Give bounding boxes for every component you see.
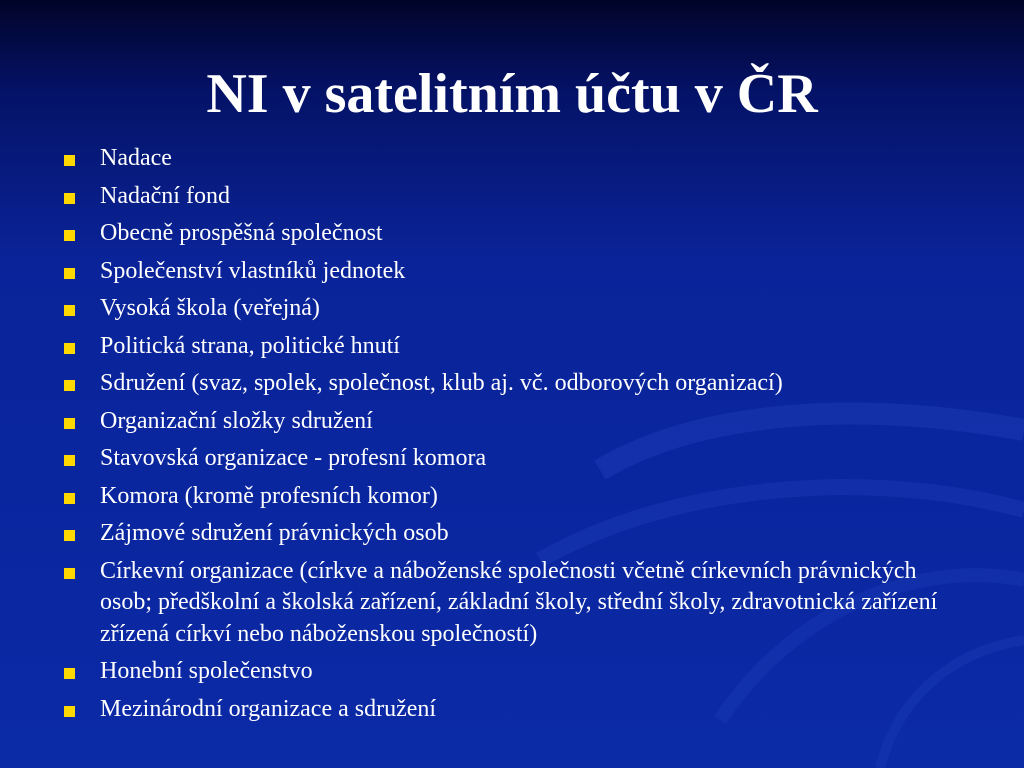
square-bullet-icon xyxy=(64,155,75,166)
list-item-text: Církevní organizace (církve a náboženské společnosti včetně církevních právnických osob; předškolní a školská zařízení, základní školy, střední školy, zdravotnická zařízení zřízená církví nebo náboženskou společností) xyxy=(100,557,938,647)
square-bullet-icon xyxy=(64,530,75,541)
bullet-list xyxy=(0,143,1024,731)
list-item-text: Nadační fond xyxy=(100,182,230,209)
list-item-text: Mezinárodní organizace a sdružení xyxy=(100,695,437,722)
square-bullet-icon xyxy=(64,493,75,504)
list-item xyxy=(0,656,1024,688)
square-bullet-icon xyxy=(64,455,75,466)
square-bullet-icon xyxy=(64,668,75,679)
list-item xyxy=(0,368,1024,400)
list-item xyxy=(0,694,1024,726)
list-item-text: Stavovská organizace - profesní komora xyxy=(100,445,487,471)
square-bullet-icon xyxy=(64,305,75,316)
list-item-text: Organizační složky sdružení xyxy=(100,407,373,434)
list-item-text: Vysoká škola (veřejná) xyxy=(100,295,320,321)
slide-title: NI v satelitním účtu v ČR xyxy=(206,63,818,125)
list-item-text: Politická strana, politické hnutí xyxy=(100,332,400,359)
square-bullet-icon xyxy=(64,380,75,391)
square-bullet-icon xyxy=(64,230,75,241)
list-item xyxy=(0,143,1024,175)
list-item-text: Honební společenstvo xyxy=(100,658,313,684)
list-item xyxy=(0,406,1024,438)
list-item xyxy=(0,293,1024,325)
list-item-text: Obecně prospěšná společnost xyxy=(100,220,383,246)
square-bullet-icon xyxy=(64,343,75,354)
list-item xyxy=(0,218,1024,250)
square-bullet-icon xyxy=(64,418,75,429)
list-item-text: Nadace xyxy=(100,145,172,171)
square-bullet-icon xyxy=(64,568,75,579)
list-item-text: Komora (kromě profesních komor) xyxy=(100,482,438,509)
list-item xyxy=(0,518,1024,550)
list-item-text: Sdružení (svaz, spolek, společnost, klub aj. vč. odborových organizací) xyxy=(100,370,783,396)
list-item xyxy=(0,481,1024,513)
list-item xyxy=(0,256,1024,288)
list-item xyxy=(0,556,1024,651)
list-item xyxy=(0,443,1024,475)
square-bullet-icon xyxy=(64,706,75,717)
list-item xyxy=(0,331,1024,363)
square-bullet-icon xyxy=(64,268,75,279)
list-item-text: Společenství vlastníků jednotek xyxy=(100,257,406,284)
list-item xyxy=(0,181,1024,213)
square-bullet-icon xyxy=(64,193,75,204)
list-item-text: Zájmové sdružení právnických osob xyxy=(100,520,449,546)
